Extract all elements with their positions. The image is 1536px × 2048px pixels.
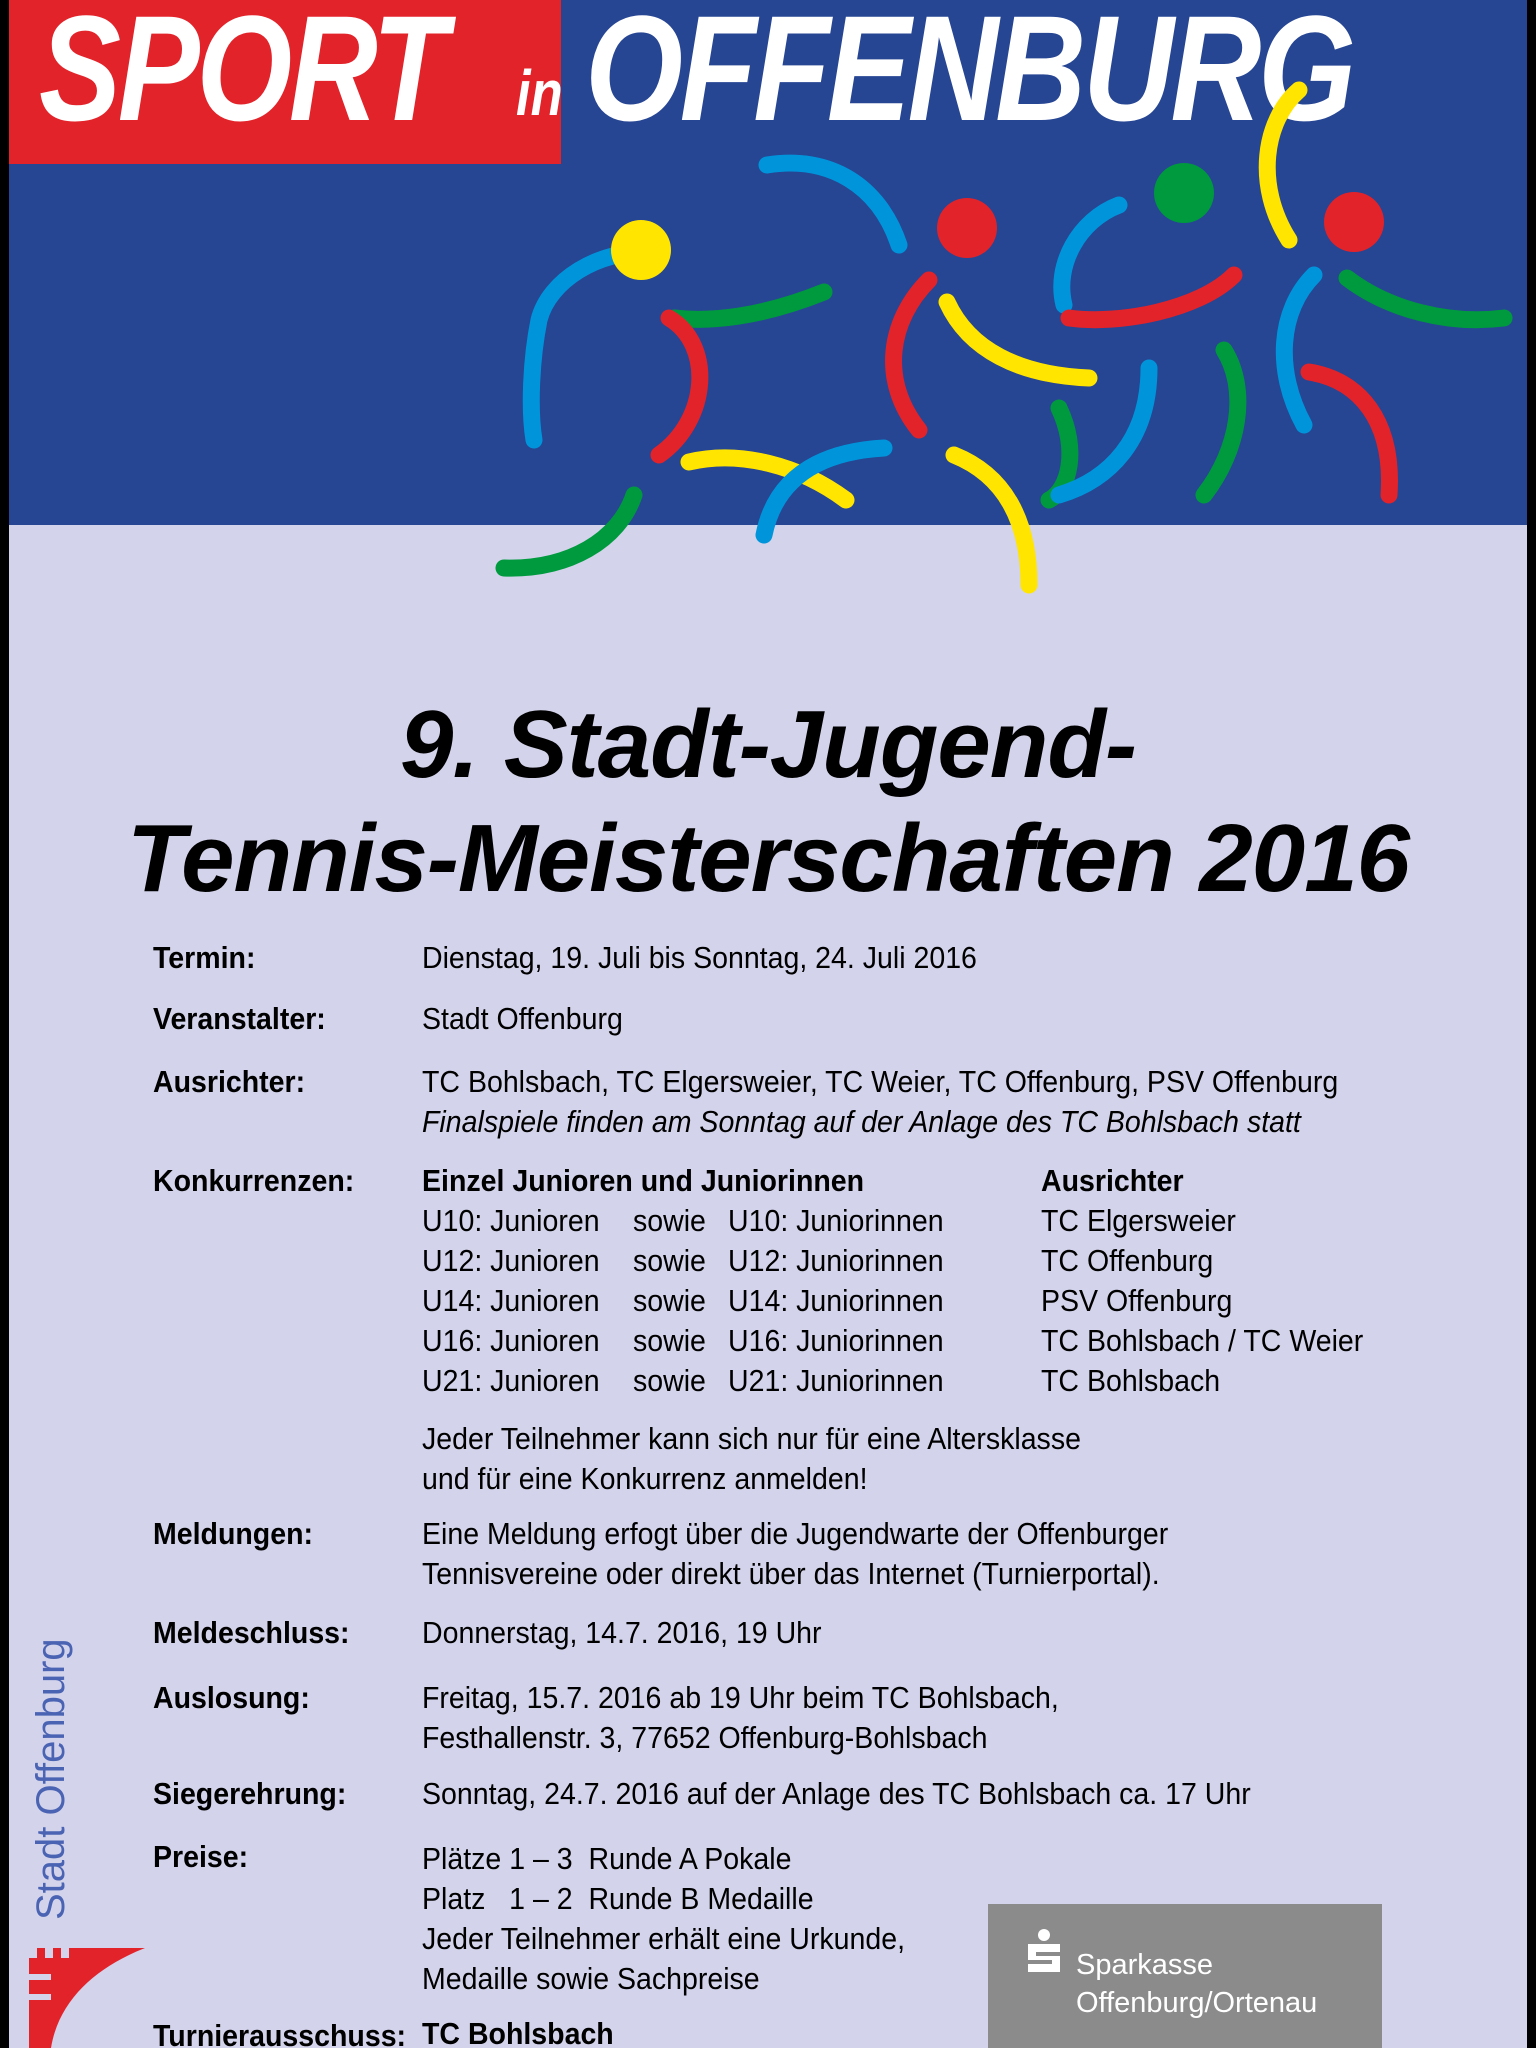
meldungen-line-2: Tennisvereine oder direkt über das Internet (Turnierportal). <box>422 1556 1160 1591</box>
row-u21-boys: U21: Junioren <box>422 1363 600 1398</box>
row-u12-host: TC Offenburg <box>1041 1243 1214 1278</box>
figure2-head <box>937 198 997 258</box>
veranstalter-label: Veranstalter: <box>153 1001 326 1036</box>
row-u12-conj: sowie <box>633 1243 706 1278</box>
termin-value: Dienstag, 19. Juli bis Sonntag, 24. Juli 2016 <box>422 940 977 975</box>
preise-line-1: Plätze 1 – 3 Runde A Pokale <box>422 1841 792 1876</box>
event-title <box>9 688 1527 916</box>
ausrichter-label: Ausrichter: <box>153 1064 306 1099</box>
konkurrenzen-note-2: und für eine Konkurrenz anmelden! <box>422 1461 868 1496</box>
figure4-body-blue <box>1284 275 1314 425</box>
row-u16-conj: sowie <box>633 1323 706 1358</box>
auslosung-line-2: Festhallenstr. 3, 77652 Offenburg-Bohlsbach <box>422 1720 988 1755</box>
stadt-offenburg-text: Stadt Offenburg <box>29 1638 73 1920</box>
row-u16-host: TC Bohlsbach / TC Weier <box>1041 1323 1364 1358</box>
figure1-arm-blue <box>531 252 649 440</box>
row-u10-conj: sowie <box>633 1203 706 1238</box>
figure1-arm-green <box>674 292 824 319</box>
siegerehrung-value: Sonntag, 24.7. 2016 auf der Anlage des TC Bohlsbach ca. 17 Uhr <box>422 1776 1251 1811</box>
figure1-head <box>611 220 671 280</box>
sparkasse-line-1: Sparkasse <box>1076 1949 1214 1981</box>
preise-line-4: Medaille sowie Sachpreise <box>422 1961 760 1996</box>
figure2-leg-yellow <box>954 455 1029 585</box>
figure1-leg-green <box>504 495 634 568</box>
meldeschluss-label: Meldeschluss: <box>153 1615 350 1650</box>
masthead-sport: SPORT <box>39 0 445 152</box>
row-u12-boys: U12: Junioren <box>422 1243 600 1278</box>
row-u14-conj: sowie <box>633 1283 706 1318</box>
masthead-in: in <box>516 57 563 129</box>
figure3-arm-red <box>1069 275 1234 320</box>
title-line-1: 9. Stadt-Jugend- <box>399 691 1136 798</box>
figure4-head <box>1324 192 1384 252</box>
siegerehrung-label: Siegerehrung: <box>153 1776 347 1811</box>
sparkasse-s-icon <box>1024 1928 1064 1976</box>
preise-label: Preise: <box>153 1839 249 1874</box>
figure4-leg-red <box>1309 372 1389 495</box>
row-u10-girls: U10: Juniorinnen <box>728 1203 944 1238</box>
row-u16-boys: U16: Junioren <box>422 1323 600 1358</box>
ausrichter-line-1: TC Bohlsbach, TC Elgersweier, TC Weier, TC Offenburg, PSV Offenburg <box>422 1064 1339 1099</box>
figure3-leg-green <box>1204 350 1238 495</box>
row-u14-boys: U14: Junioren <box>422 1283 600 1318</box>
row-u21-host: TC Bohlsbach <box>1041 1363 1221 1398</box>
sparkasse-line-2: Offenburg/Ortenau <box>1076 1987 1318 2019</box>
konkurrenzen-note-1: Jeder Teilnehmer kann sich nur für eine Altersklasse <box>422 1421 1081 1456</box>
masthead-offenburg: OFFENBURG <box>585 0 1353 152</box>
termin-label: Termin: <box>153 940 256 975</box>
row-u12-girls: U12: Juniorinnen <box>728 1243 944 1278</box>
row-u16-girls: U16: Juniorinnen <box>728 1323 944 1358</box>
auslosung-line-1: Freitag, 15.7. 2016 ab 19 Uhr beim TC Bohlsbach, <box>422 1680 1059 1715</box>
figure3-arm-blue <box>1062 205 1119 305</box>
figure2-body-red <box>894 280 929 430</box>
preise-line-2: Platz 1 – 2 Runde B Medaille <box>422 1881 814 1916</box>
sparkasse-sponsor-box <box>988 1904 1382 2048</box>
poster <box>9 0 1527 2048</box>
stadt-offenburg-logo-icon <box>29 1948 154 2048</box>
veranstalter-value: Stadt Offenburg <box>422 1001 623 1036</box>
figure2-arm-blue <box>767 163 899 245</box>
konkurrenzen-label: Konkurrenzen: <box>153 1163 355 1198</box>
title-line-2: Tennis-Meisterschaften 2016 <box>127 805 1409 912</box>
figure3-head <box>1154 163 1214 223</box>
row-u10-host: TC Elgersweier <box>1041 1203 1236 1238</box>
row-u14-girls: U14: Juniorinnen <box>728 1283 944 1318</box>
sparkasse-name <box>1076 1946 1317 2022</box>
sport-figures-logo <box>9 0 1527 600</box>
row-u14-host: PSV Offenburg <box>1041 1283 1233 1318</box>
figure1-body-red <box>659 318 700 455</box>
figure4-arm-green <box>1347 278 1504 320</box>
konkurrenzen-heading-left: Einzel Junioren und Juniorinnen <box>422 1163 865 1198</box>
meldeschluss-value: Donnerstag, 14.7. 2016, 19 Uhr <box>422 1615 822 1650</box>
preise-line-3: Jeder Teilnehmer erhält eine Urkunde, <box>422 1921 906 1956</box>
auslosung-label: Auslosung: <box>153 1680 310 1715</box>
meldungen-line-1: Eine Meldung erfogt über die Jugendwarte der Offenburger <box>422 1516 1169 1551</box>
ausrichter-line-2: Finalspiele finden am Sonntag auf der Anlage des TC Bohlsbach statt <box>422 1104 1301 1139</box>
konkurrenzen-heading-right: Ausrichter <box>1041 1163 1184 1198</box>
turnierausschuss-label: Turnierausschuss: <box>153 2018 407 2048</box>
figure3-arm-yellow <box>1267 90 1299 240</box>
row-u21-girls: U21: Juniorinnen <box>728 1363 944 1398</box>
turnierausschuss-value: TC Bohlsbach <box>422 2016 614 2048</box>
row-u10-boys: U10: Junioren <box>422 1203 600 1238</box>
meldungen-label: Meldungen: <box>153 1516 314 1551</box>
row-u21-conj: sowie <box>633 1363 706 1398</box>
